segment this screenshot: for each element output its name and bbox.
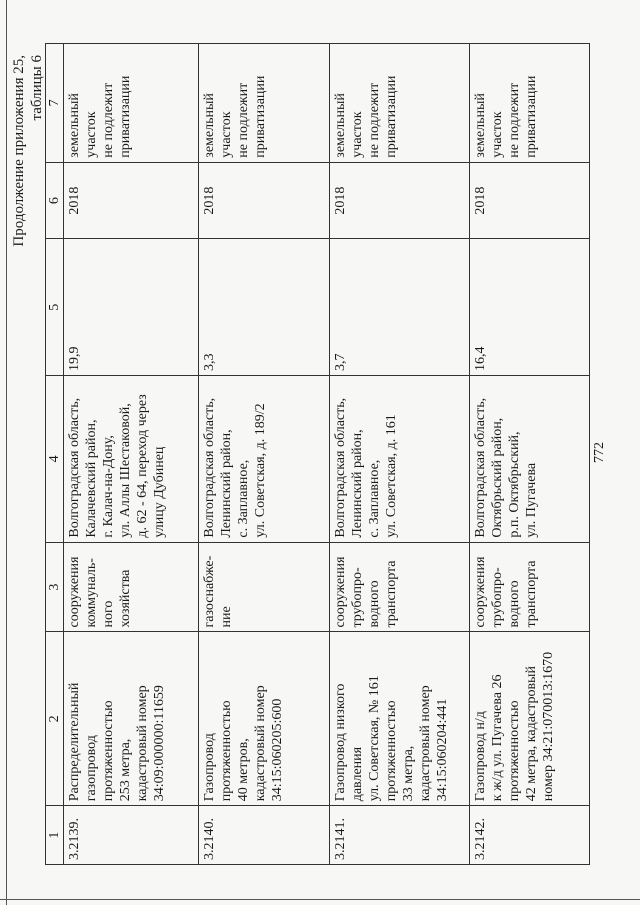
object-name <box>64 632 199 806</box>
name-line: протяженностью <box>384 700 399 802</box>
table-row <box>199 44 330 865</box>
note-line: участок <box>219 111 234 158</box>
table-row <box>470 44 590 865</box>
type-line: трубопро- <box>350 567 365 628</box>
address-line: Ленинский район, <box>350 429 365 538</box>
note-line: участок <box>490 111 505 158</box>
name-line: 253 метра, <box>118 738 133 802</box>
name-line: 33 метра, <box>401 745 416 802</box>
type-line: ние <box>219 606 234 628</box>
object-type <box>199 542 330 632</box>
object-address <box>330 376 470 543</box>
name-line: ул. Советская, № 161 <box>367 675 382 802</box>
address-line: ул. Пугачева <box>524 462 539 538</box>
note-line: не подлежит <box>507 82 522 158</box>
object-value: 3,7 <box>330 239 470 376</box>
name-line: кадастровый номер <box>135 685 150 802</box>
note-line: земельный <box>333 93 348 158</box>
address-line: улицу Дубинец <box>152 446 167 538</box>
address-line: Волгоградская область, <box>67 397 82 538</box>
type-line: сооружения <box>473 556 488 628</box>
object-value: 19,9 <box>64 239 199 376</box>
object-type <box>470 542 590 632</box>
address-line: г. Калач-на-Дону, <box>101 435 116 538</box>
name-line: протяженностью <box>507 700 522 802</box>
name-line: Газопровод н/д <box>473 711 488 802</box>
col-header-1: 1 <box>46 806 64 865</box>
object-note <box>64 44 199 163</box>
header-note <box>10 55 46 255</box>
type-line: хозяйства <box>118 569 133 628</box>
type-line: водного <box>367 580 382 628</box>
object-address <box>470 376 590 543</box>
object-value: 16,4 <box>470 239 590 376</box>
address-line: ул. Советская, д. 161 <box>384 414 399 538</box>
address-line: Волгоградская область, <box>202 397 217 538</box>
name-line: 42 метра, кадастровый <box>524 666 539 802</box>
object-address <box>199 376 330 543</box>
col-header-5: 5 <box>46 239 64 376</box>
object-year: 2018 <box>199 162 330 239</box>
object-year: 2018 <box>470 162 590 239</box>
name-line: Распределительный <box>67 682 82 802</box>
note-line: не подлежит <box>101 82 116 158</box>
name-line: 34:09:000000:11659 <box>152 685 167 802</box>
note-line: земельный <box>67 93 82 158</box>
row-number: 3.2140. <box>199 806 330 865</box>
note-line: приватизации <box>118 75 133 158</box>
table-header-row <box>46 44 64 865</box>
object-note <box>199 44 330 163</box>
row-number: 3.2139. <box>64 806 199 865</box>
col-header-6: 6 <box>46 162 64 239</box>
address-line: с. Заплавное, <box>236 459 251 538</box>
object-year: 2018 <box>330 162 470 239</box>
address-line: ул. Аллы Шестаковой, <box>118 403 133 538</box>
object-note <box>330 44 470 163</box>
object-name <box>330 632 470 806</box>
type-line: транспорта <box>384 560 399 628</box>
object-type <box>330 542 470 632</box>
name-line: давления <box>350 746 365 802</box>
col-header-2: 2 <box>46 632 64 806</box>
address-line: Ленинский район, <box>219 429 234 538</box>
name-line: 34:15:060205:600 <box>270 698 285 802</box>
name-line: протяженностью <box>101 700 116 802</box>
table-row <box>330 44 470 865</box>
name-line: номер 34:21:070013:1670 <box>541 651 556 802</box>
object-type <box>64 542 199 632</box>
name-line: 40 метров, <box>236 738 251 802</box>
name-line: к ж/д ул. Пугачева 26 <box>490 674 505 802</box>
row-number: 3.2141. <box>330 806 470 865</box>
property-table <box>45 43 590 865</box>
address-line: д. 62 - 64, переход через <box>135 394 150 538</box>
address-line: с. Заплавное, <box>367 459 382 538</box>
address-line: Волгоградская область, <box>333 397 348 538</box>
name-line: Газопровод <box>202 733 217 802</box>
type-line: сооружения <box>333 556 348 628</box>
header-note-line-2: таблицы 6 <box>29 55 45 121</box>
note-line: не подлежит <box>236 82 251 158</box>
type-line: трубопро- <box>490 567 505 628</box>
page-number: 772 <box>592 442 607 463</box>
object-name <box>470 632 590 806</box>
name-line: Газопровод низкого <box>333 683 348 802</box>
row-number: 3.2142. <box>470 806 590 865</box>
type-line: коммуналь- <box>84 558 99 628</box>
name-line: протяженностью <box>219 700 234 802</box>
object-note <box>470 44 590 163</box>
name-line: кадастровый номер <box>253 685 268 802</box>
address-line: ул. Советская, д. 189/2 <box>253 403 268 538</box>
col-header-4: 4 <box>46 376 64 543</box>
table-row <box>64 44 199 865</box>
name-line: кадастровый номер <box>418 685 433 802</box>
note-line: приватизации <box>384 75 399 158</box>
name-line: газопровод <box>84 735 99 802</box>
type-line: транспорта <box>524 560 539 628</box>
object-address <box>64 376 199 543</box>
header-note-line-1: Продолжение приложения 25, <box>11 55 27 247</box>
type-line: ного <box>101 600 116 628</box>
address-line: р.п. Октябрьский, <box>507 431 522 538</box>
type-line: газоснабже- <box>202 555 217 628</box>
note-line: земельный <box>473 93 488 158</box>
note-line: земельный <box>202 93 217 158</box>
note-line: участок <box>84 111 99 158</box>
name-line: 34:15:060204:441 <box>435 698 450 802</box>
type-line: водного <box>507 580 522 628</box>
object-value: 3,3 <box>199 239 330 376</box>
address-line: Октябрьский район, <box>490 417 505 538</box>
col-header-7: 7 <box>46 44 64 163</box>
note-line: приватизации <box>253 75 268 158</box>
note-line: не подлежит <box>367 82 382 158</box>
object-name <box>199 632 330 806</box>
note-line: участок <box>350 111 365 158</box>
note-line: приватизации <box>524 75 539 158</box>
address-line: Волгоградская область, <box>473 397 488 538</box>
address-line: Калачевский район, <box>84 419 99 538</box>
col-header-3: 3 <box>46 542 64 632</box>
type-line: сооружения <box>67 556 82 628</box>
object-year: 2018 <box>64 162 199 239</box>
